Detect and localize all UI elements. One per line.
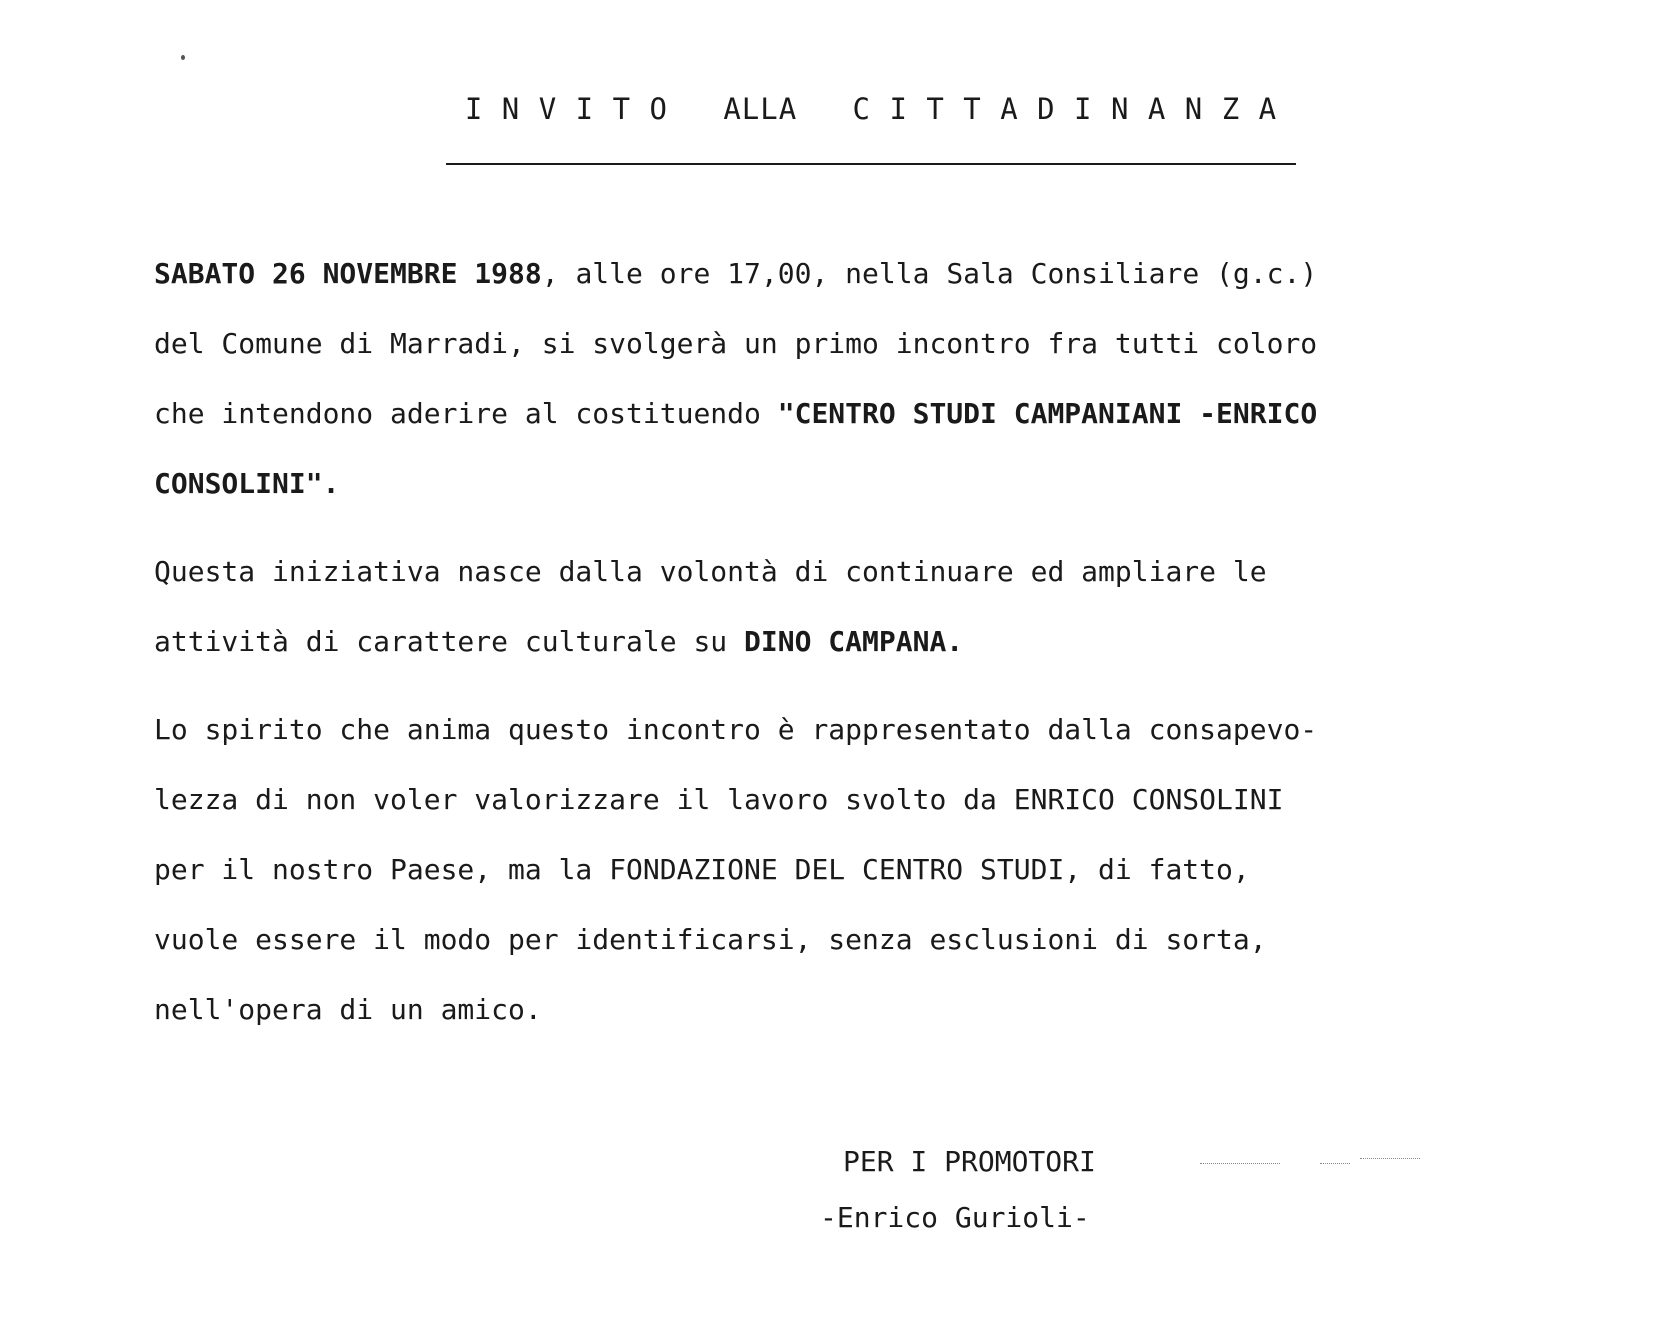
paragraph1-line3-text: che intendono aderire al costituendo [154, 397, 778, 430]
scan-mark [1200, 1163, 1280, 1164]
poet-name: DINO CAMPANA. [744, 625, 964, 658]
paragraph3-line3: per il nostro Paese, ma la FONDAZIONE DEL CENTRO STUDI, di fatto, [154, 853, 1250, 886]
paragraph2-line2 [154, 624, 1484, 660]
event-date: SABATO 26 NOVEMBRE 1988 [154, 257, 542, 290]
paragraph2-line2-text: attività di carattere culturale su [154, 625, 745, 658]
document-title: I N V I T O ALLA C I T T A D I N A N Z A [464, 92, 1278, 126]
paragraph1-line3 [154, 396, 1484, 432]
centre-name-part2: CONSOLINI" [154, 467, 323, 500]
title-underline [446, 163, 1296, 165]
paragraph1-line1 [154, 256, 1484, 292]
signature-name: -Enrico Gurioli- [820, 1201, 1090, 1234]
paragraph3-line4: vuole essere il modo per identificarsi, senza esclusioni di sorta, [154, 923, 1267, 956]
paragraph1-end: . [322, 467, 340, 500]
paragraph3-line1: Lo spirito che anima questo incontro è rappresentato dalla consapevo- [154, 713, 1318, 746]
paragraph3-line5: nell'opera di un amico. [154, 993, 542, 1026]
paragraph2-line1: Questa iniziativa nasce dalla volontà di continuare ed ampliare le [154, 555, 1267, 588]
event-time-location: , alle ore 17,00, nella Sala Consiliare (g.c.) [541, 257, 1318, 290]
scan-speck [181, 55, 185, 60]
scan-mark [1320, 1163, 1350, 1164]
paragraph1-line2: del Comune di Marradi, si svolgerà un primo incontro fra tutti coloro [154, 327, 1318, 360]
signature-heading: PER I PROMOTORI [843, 1145, 1096, 1178]
centre-name-part1: "CENTRO STUDI CAMPANIANI -ENRICO [777, 397, 1318, 430]
paragraph3-line2: lezza di non voler valorizzare il lavoro svolto da ENRICO CONSOLINI [154, 783, 1284, 816]
paragraph1-line4 [154, 466, 1484, 502]
scan-mark [1360, 1158, 1420, 1159]
